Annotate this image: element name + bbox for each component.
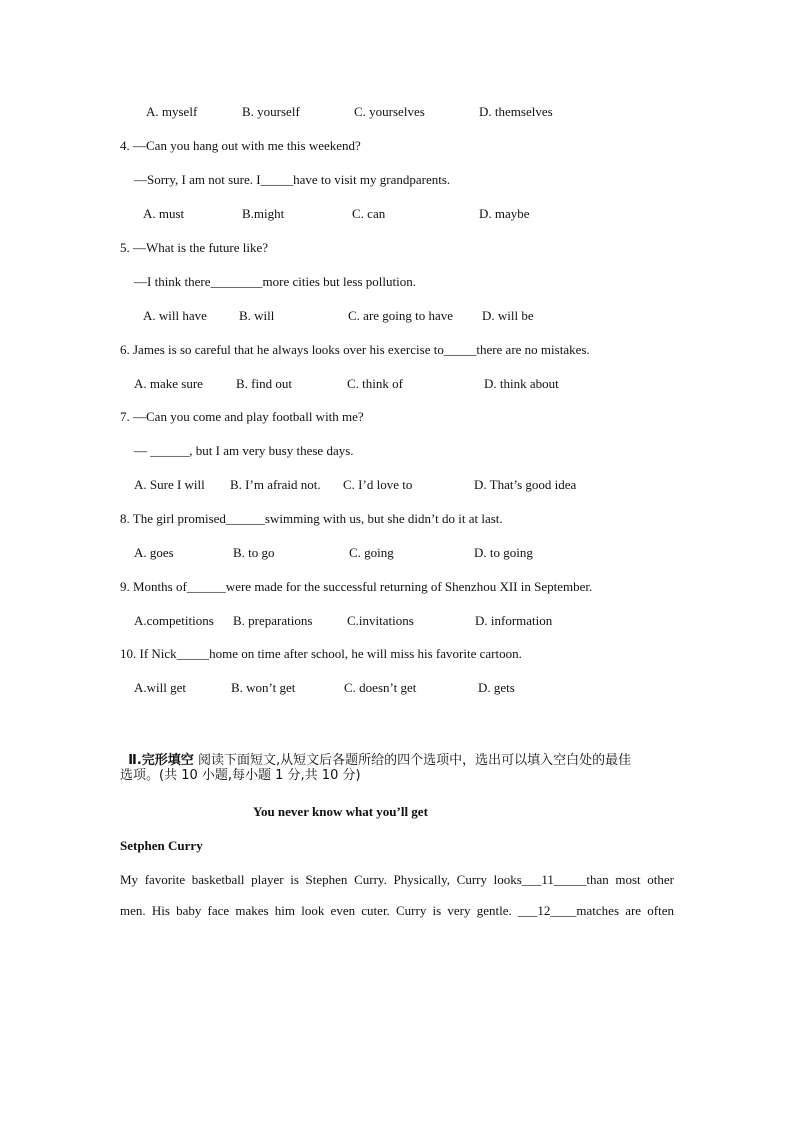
q6-option-d: D. think about (484, 376, 559, 391)
q5-option-c: C. are going to have (348, 308, 454, 323)
q7-prompt: 7. —Can you come and play football with me? (120, 409, 364, 424)
section2-instructions-cont: 选项。(共 10 小题,每小题 1 分,共 10 分) (120, 768, 361, 783)
q7-option-c: C. I’d love to (343, 477, 413, 492)
q4-option-c: C. can (352, 206, 386, 221)
q3-option-d: D. themselves (479, 104, 553, 119)
q8-option-b: B. to go (233, 545, 275, 560)
section2-heading (120, 737, 631, 769)
section2-number: Ⅱ. (128, 753, 142, 768)
q8-option-d: D. to going (474, 545, 533, 560)
q6-option-c: C. think of (347, 376, 403, 391)
q4-prompt: 4. —Can you hang out with me this weekend? (120, 138, 361, 153)
q9-prompt: 9. Months of______were made for the successful returning of Shenzhou XII in September. (120, 579, 593, 594)
q8-prompt: 8. The girl promised______swimming with us, but she didn’t do it at last. (120, 511, 503, 526)
q4-option-d: D. maybe (479, 206, 530, 221)
q5-option-b: B. will (239, 308, 275, 323)
section2-title: 完形填空 (141, 753, 194, 768)
q10-option-b: B. won’t get (231, 680, 296, 695)
q10-prompt: 10. If Nick_____home on time after school, he will miss his favorite cartoon. (120, 646, 522, 661)
q6-option-a: A. make sure (134, 376, 203, 391)
q7-option-b: B. I’m afraid not. (230, 477, 321, 492)
q6-prompt: 6. James is so careful that he always looks over his exercise to_____there are no mistakes. (120, 342, 590, 357)
q3-option-a: A. myself (146, 104, 198, 119)
passage-subheading: Setphen Curry (120, 838, 203, 853)
q10-option-c: C. doesn’t get (344, 680, 417, 695)
q9-option-b: B. preparations (233, 613, 313, 628)
q9-option-d: D. information (475, 613, 553, 628)
q9-option-a: A.competitions (134, 613, 214, 628)
passage-line-1: My favorite basketball player is Stephen Curry. Physically, Curry looks___11_____than most other (120, 872, 674, 887)
q4-option-b: B.might (242, 206, 285, 221)
q3-option-b: B. yourself (242, 104, 300, 119)
q4-option-a: A. must (143, 206, 185, 221)
q3-option-c: C. yourselves (354, 104, 425, 119)
q7-reply: — ______, but I am very busy these days. (134, 443, 354, 458)
q9-option-c: C.invitations (347, 613, 414, 628)
q5-reply: —I think there________more cities but less pollution. (134, 274, 416, 289)
passage-line-2: men. His baby face makes him look even cuter. Curry is very gentle. ___12____matches are often (120, 903, 674, 918)
q7-option-a: A. Sure I will (134, 477, 205, 492)
q6-option-b: B. find out (236, 376, 292, 391)
q8-option-a: A. goes (134, 545, 174, 560)
q7-option-d: D. That’s good idea (474, 477, 577, 492)
passage-title: You never know what you’ll get (253, 804, 428, 819)
q5-prompt: 5. —What is the future like? (120, 240, 269, 255)
q10-option-d: D. gets (478, 680, 515, 695)
q10-option-a: A.will get (134, 680, 186, 695)
q5-option-a: A. will have (143, 308, 207, 323)
q5-option-d: D. will be (482, 308, 534, 323)
q8-option-c: C. going (349, 545, 394, 560)
section2-instructions: 阅读下面短文,从短文后各题所给的四个选项中，选出可以填入空白处的最佳 (197, 753, 632, 768)
q4-reply: —Sorry, I am not sure. I_____have to visit my grandparents. (134, 172, 451, 187)
